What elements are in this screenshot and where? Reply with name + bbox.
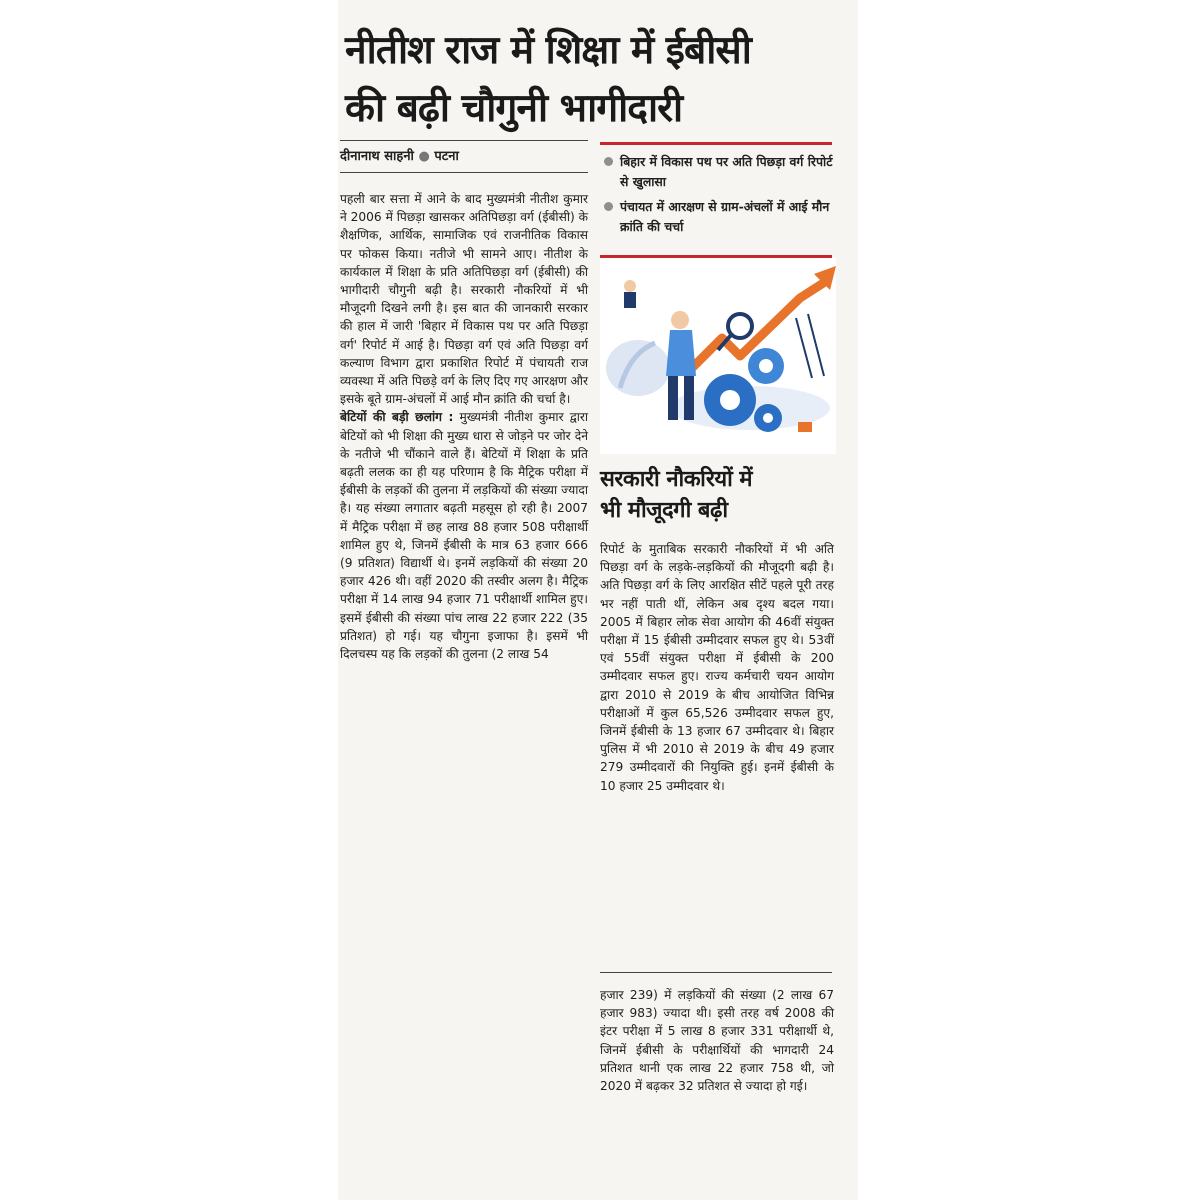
highlights-red-rule (600, 142, 832, 145)
highlights-list (602, 152, 834, 242)
left-column (340, 190, 588, 663)
byline-location: पटना (434, 149, 459, 164)
headline (345, 22, 835, 138)
subheading-line-2: भी मौजूदगी बढ़ी (600, 498, 728, 523)
small-person-head (624, 280, 636, 292)
gear-small-hub (763, 413, 773, 423)
bullet-icon (604, 157, 613, 166)
right-column-top-text: रिपोर्ट के मुताबिक सरकारी नौकरियों में भी अति पिछड़ा वर्ग के लड़के-लड़कियों की मौजूदगी बढ़ी है। अति पिछड़ा वर्ग के लिए आरक्षित सीटें पहले पूरी तरह भर नहीं पाती थीं, लेकिन अब दृश्य बदल गया। 2005 में बिहार लोक सेवा आयोग की 46वीं संयुक्त परीक्षा में 15 ईबीसी उम्मीदवार सफल हुए थे। 53वीं एवं 55वीं संयुक्त परीक्षा में ईबीसी के 200 उम्मीदवार सफल हुए। राज्य कर्मचारी चयन आयोग द्वारा 2010 से 2019 के बीच आयोजित विभिन्न परीक्षाओं में कुल 65,526 उम्मीदवार सफल हुए, जिनमें ईबीसी के 13 हजार 67 उम्मीदवार थे। बिहार पुलिस में भी 2010 से 2019 के बीच 49 हजार 279 उम्मीदवारों की नियुक्ति हुई। इनमें ईबीसी के 10 हजार 25 उम्मीदवार थे। (600, 542, 834, 793)
small-chart-board (798, 422, 812, 432)
leaf-backdrop (606, 340, 670, 396)
subheading (600, 464, 836, 526)
person-leg-right (684, 376, 694, 420)
bullet-icon (604, 202, 613, 211)
subheading-line-1: सरकारी नौकरियों में (600, 467, 753, 492)
right-column-continued-text: हजार 239) में लड़कियों की संख्या (2 लाख 67 हजार 983) ज्यादा थी। इसी तरह वर्ष 2008 की इंटर परीक्षा में 5 लाख 8 हजार 331 परीक्षार्थी थे, जिनमें ईबीसी के परीक्षार्थियों की भागदारी 24 प्रतिशत थानी एक लाख 22 हजार 758 थी, जो 2020 में बढ़कर 32 प्रतिशत से ज्यादा हो गई। (600, 988, 834, 1094)
left-column-intro: पहली बार सत्ता में आने के बाद मुख्यमंत्री नीतीश कुमार ने 2006 में पिछड़ा खासकर अतिपिछड़ा वर्ग (ईबीसी) के शैक्षणिक, आर्थिक, सामाजिक एवं राजनीतिक विकास पर फोकस किया। नतीजे भी सामने आए। नीतीश के कार्यकाल में शिक्षा के प्रति अतिपिछड़ा वर्ग (ईबीसी) की भागीदारी चौगुनी बढ़ी है। सरकारी नौकरियों में भी मौजूदगी दिखने लगी है। इस बात की जानकारी सरकार की हाल में जारी 'बिहार में विकास पथ पर अति पिछड़ा वर्ग' रिपोर्ट में आई है। पिछड़ा वर्ग एवं अति पिछड़ा वर्ग कल्याण विभाग द्वारा प्रकाशित रिपोर्ट में पंचायती राज व्यवस्था में अति पिछड़े वर्ग के लिए दिए गए आरक्षण और इसके बूते ग्राम-अंचलों में आई मौन क्रांति की चर्चा है। (340, 192, 588, 407)
byline-separator-icon: ● (418, 149, 435, 164)
byline (340, 146, 459, 164)
small-person-body (624, 292, 636, 308)
person-body (666, 330, 696, 376)
byline-rule (340, 172, 588, 173)
person-leg-left (668, 376, 678, 420)
highlight-text: पंचायत में आरक्षण से ग्राम-अंचलों में आई मौन क्रांति की चर्चा (620, 199, 830, 234)
left-column-lead-in: बेटियों की बड़ी छलांग : (340, 410, 454, 425)
right-column-top (600, 540, 834, 795)
highlight-text: बिहार में विकास पथ पर अति पिछड़ा वर्ग रिपोर्ट से खुलासा (620, 154, 833, 189)
left-column-body: मुख्यमंत्री नीतीश कुमार द्वारा बेटियों को भी शिक्षा की मुख्य धारा से जोड़ने पर जोर देने के नतीजे भी चौंकाने वाले हैं। बेटियों में शिक्षा के प्रति बढ़ती ललक का ही यह परिणाम है कि मैट्रिक परीक्षा में ईबीसी के लड़कों की तुलना में लड़कियों की संख्या ज्यादा है। यह संख्या लगातार बढ़ती महसूस हो रही है। 2007 में मैट्रिक परीक्षा में छह लाख 88 हजार 508 परीक्षार्थी शामिल हुए थे, जिनमें ईबीसी के मात्र 63 हजार 666 (9 प्रतिशत) विद्यार्थी थे। इनमें लड़कियों की संख्या 20 हजार 426 थी। वहीं 2020 की तस्वीर अलग है। मैट्रिक परीक्षा में 14 लाख 94 हजार 71 परीक्षार्थी शामिल हुए। इसमें ईबीसी की संख्या पांच लाख 22 हजार 222 (35 प्रतिशत) हो गई। यह चौगुना इजाफा है। इसमें भी दिलचस्प यह कि लड़कों की तुलना (2 लाख 54 (340, 410, 588, 662)
highlight-item (602, 152, 834, 192)
highlight-item (602, 197, 834, 237)
gear-large-hub (720, 390, 740, 410)
person-head (671, 311, 689, 329)
growth-illustration (600, 258, 836, 454)
byline-author: दीनानाथ साहनी (340, 149, 414, 164)
headline-rule (340, 140, 588, 141)
headline-line-2: की बढ़ी चौगुनी भागीदारी (345, 86, 683, 131)
right-column-continued (600, 986, 834, 1095)
left-column-section (340, 408, 588, 663)
continuation-rule (600, 972, 832, 973)
headline-line-1: नीतीश राज में शिक्षा में ईबीसी (345, 28, 751, 73)
gear-medium-hub (759, 359, 773, 373)
